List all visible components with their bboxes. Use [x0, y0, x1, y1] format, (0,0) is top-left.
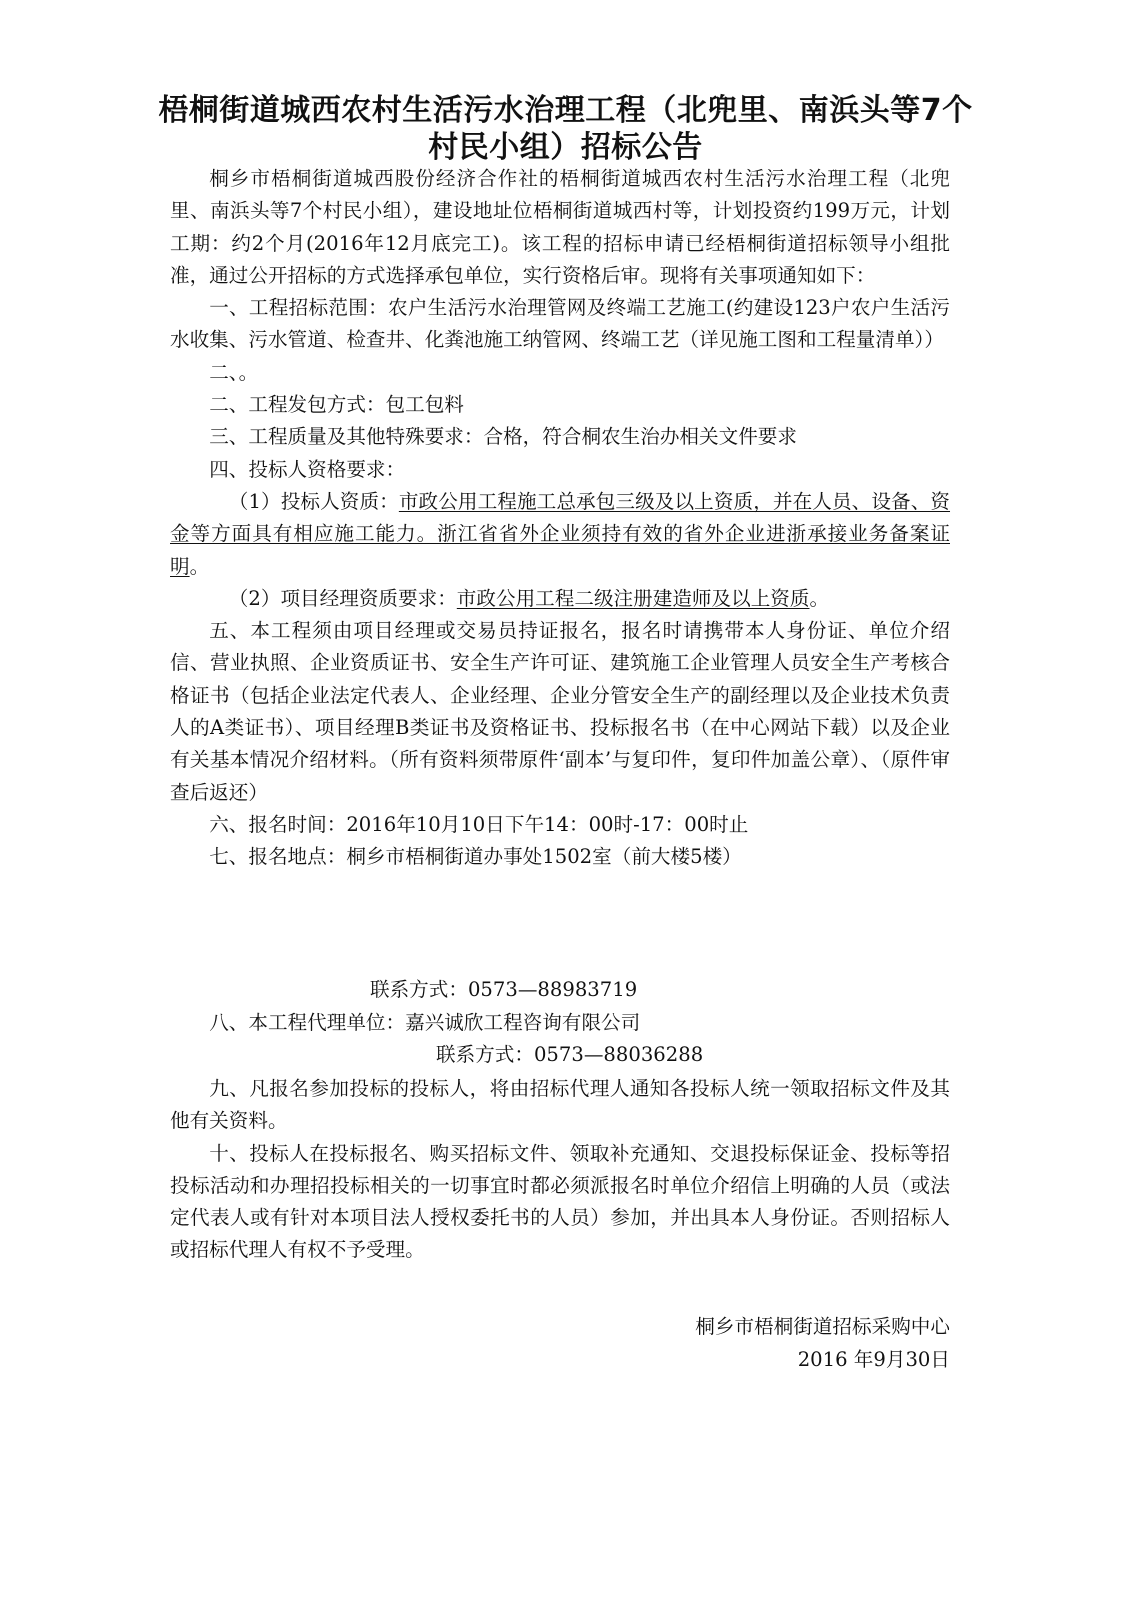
bidder-label: （1）投标人资质： [228, 489, 399, 513]
item-quality: 三、工程质量及其他特殊要求：合格，符合桐农生治办相关文件要求 [209, 425, 797, 449]
item-bidder-qualification [170, 486, 950, 583]
bidder-end: 。 [189, 554, 210, 578]
document-body [170, 163, 950, 874]
manager-requirement-text: 市政公用工程二级注册建造师及以上资质 [456, 586, 810, 610]
item-attendance: 十、投标人在投标报名、购买招标文件、领取补充通知、交退投标保证金、投标等招投标活动和办理招投标相关的一切事宜时都必须派报名时单位介绍信上明确的人员（或法定代表人或有针对本项目法人授权委托书的人员）参加，并出具本人身份证。否则招标人或招标代理人有权不予受理。 [170, 1141, 950, 1262]
place-contact: 联系方式：0573—88983719 [370, 978, 638, 1001]
item-scope: 一、工程招标范围：农户生活污水治理管网及终端工艺施工(约建设123户农户生活污水收集、污水管道、检查井、化粪池施工纳管网、终端工艺（详见施工图和工程量清单）） [170, 296, 950, 352]
manager-label: （2）项目经理资质要求： [228, 586, 457, 610]
item-registration-time: 六、报名时间：2016年10月10日下午14：00时-17：00时止 [209, 812, 749, 836]
item-manager-qualification [170, 583, 950, 615]
item-blank: 二、。 [209, 360, 259, 384]
manager-end: 。 [809, 586, 830, 610]
item-documents: 九、凡报名参加投标的投标人，将由招标代理人通知各投标人统一领取招标文件及其他有关资料。 [170, 1077, 950, 1133]
item-agent: 八、本工程代理单位：嘉兴诚欣工程咨询有限公司 [209, 1011, 641, 1034]
intro-paragraph: 桐乡市梧桐街道城西股份经济合作社的梧桐街道城西农村生活污水治理工程（北兜里、南浜头等7个村民小组），建设地址位梧桐街道城西村等，计划投资约199万元，计划工期：约2个月(2016年12月底完工)。该工程的招标申请已经梧桐街道招标领导小组批准，通过公开招标的方式选择承包单位，实行资格后审。现将有关事项通知如下： [170, 167, 950, 287]
item-qualification-heading: 四、投标人资格要求： [209, 457, 406, 481]
document-body-tail [170, 1073, 950, 1267]
item-registration-place: 七、报名地点：桐乡市梧桐街道办事处1502室（前大楼5楼） [209, 845, 742, 869]
item-registration: 五、本工程须由项目经理或交易员持证报名，报名时请携带本人身份证、单位介绍信、营业执照、企业资质证书、安全生产许可证、建筑施工企业管理人员安全生产考核合格证书（包括企业法定代表人、企业经理、企业分管安全生产的副经理以及企业技术负责人的A类证书）、项目经理B类证书及资格证书、投标报名书（在中心网站下载）以及企业有关基本情况介绍材料。（所有资料须带原件‘副本’与复印件，复印件加盖公章）、（原件审查后返还） [170, 619, 950, 804]
document-body-agent [170, 1007, 950, 1039]
signature-date: 2016 年9月30日 [797, 1348, 950, 1371]
document-title: 梧桐街道城西农村生活污水治理工程（北兜里、南浜头等7个村民小组）招标公告 [158, 93, 973, 165]
bidder-requirement-text: 市政公用工程施工总承包三级及以上资质，并在人员、设备、资金等方面具有相应施工能力。浙江省省外企业须持有效的省外企业进浙承接业务备案证明 [170, 489, 951, 578]
agent-contact: 联系方式：0573—88036288 [436, 1043, 704, 1066]
signature-org: 桐乡市梧桐街道招标采购中心 [695, 1315, 950, 1338]
item-contract-method: 二、工程发包方式：包工包料 [209, 393, 464, 417]
